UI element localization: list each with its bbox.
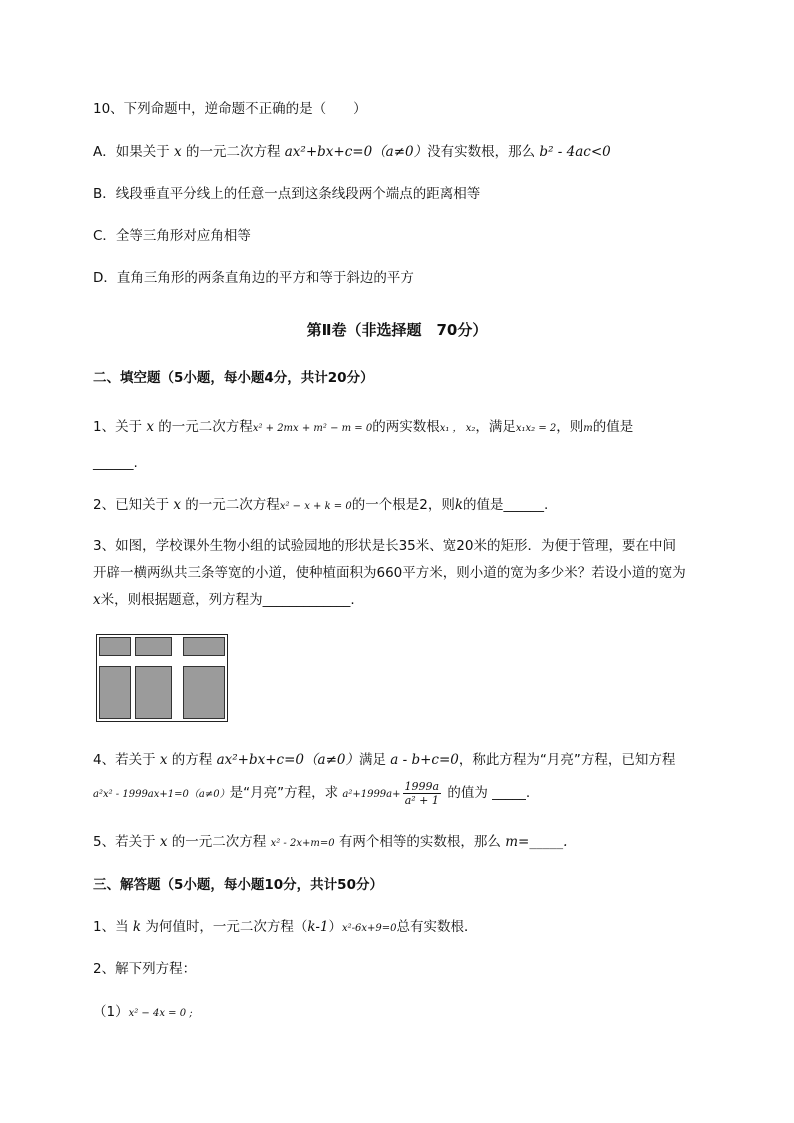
fill-q3-line2: 开辟一横两纵共三条等宽的小道，使种植面积为660平方米，则小道的宽为多少米？若设小道的宽为 <box>93 565 686 581</box>
plot-top-right <box>183 637 225 656</box>
section3-heading: 三、解答题（5小题，每小题10分，共计50分） <box>93 877 383 893</box>
plot-bottom-middle <box>135 666 172 719</box>
fill-q4-line1: 4、若关于 x 的方程 ax²+bx+c=0（a≠0）满足 a - b+c=0，称此方程为“月亮”方程，已知方程 <box>93 752 676 768</box>
fill-q1-blank: ______. <box>93 455 138 471</box>
q10-option-c: C．全等三角形对应角相等 <box>93 228 251 244</box>
solve-q1: 1、当 k 为何值时，一元二次方程（k-1）x²-6x+9=0总有实数根． <box>93 919 478 935</box>
fill-q2: 2、已知关于 x 的一元二次方程x² − x + k = 0的一个根是2，则k的值是______. <box>93 497 549 513</box>
part2-title: 第Ⅱ卷（非选择题 70分） <box>306 321 488 339</box>
fill-q3-line1: 3、如图，学校课外生物小组的试验园地的形状是长35米、宽20米的矩形．为便于管理，要在中间 <box>93 538 676 554</box>
plot-top-left <box>99 637 131 656</box>
q10-option-d: D．直角三角形的两条直角边的平方和等于斜边的平方 <box>93 270 414 286</box>
solve-q2: 2、解下列方程： <box>93 961 197 977</box>
fraction: $\frac{1999a}{\text{a² + 1}}$ <box>404 779 440 807</box>
solve-q2-part1: （1）x² − 4x = 0 ; <box>93 1004 193 1020</box>
section2-heading: 二、填空题（5小题，每小题4分，共计20分） <box>93 370 374 386</box>
q10-stem: 10、下列命题中，逆命题不正确的是（ ） <box>93 101 367 117</box>
fill-q4-line2: a²x² - 1999ax+1=0（a≠0）是“月亮”方程，求 a²+1999a+ $\frac{1999a}{\text{a² + 1}}$ 的值为 _____. <box>93 779 531 807</box>
plot-bottom-left <box>99 666 131 719</box>
fill-q1: 1、关于 x 的一元二次方程x² + 2mx + m² − m = 0的两实数根x₁ ， x₂，满足x₁x₂ = 2，则m的值是 <box>93 419 634 435</box>
fill-q5: 5、若关于 x 的一元二次方程 x² - 2x+m=0 有两个相等的实数根，那么 m=_____. <box>93 834 568 850</box>
plot-bottom-right <box>183 666 225 719</box>
q10-option-b: B．线段垂直平分线上的任意一点到这条线段两个端点的距离相等 <box>93 186 481 202</box>
q10-option-a: A．如果关于 x 的一元二次方程 ax²+bx+c=0（a≠0）没有实数根，那么 b² - 4ac<0 <box>93 144 611 160</box>
fill-q3-line3: x米，则根据题意，列方程为_____________. <box>93 592 355 608</box>
plot-top-middle <box>135 637 172 656</box>
garden-figure <box>96 634 228 722</box>
